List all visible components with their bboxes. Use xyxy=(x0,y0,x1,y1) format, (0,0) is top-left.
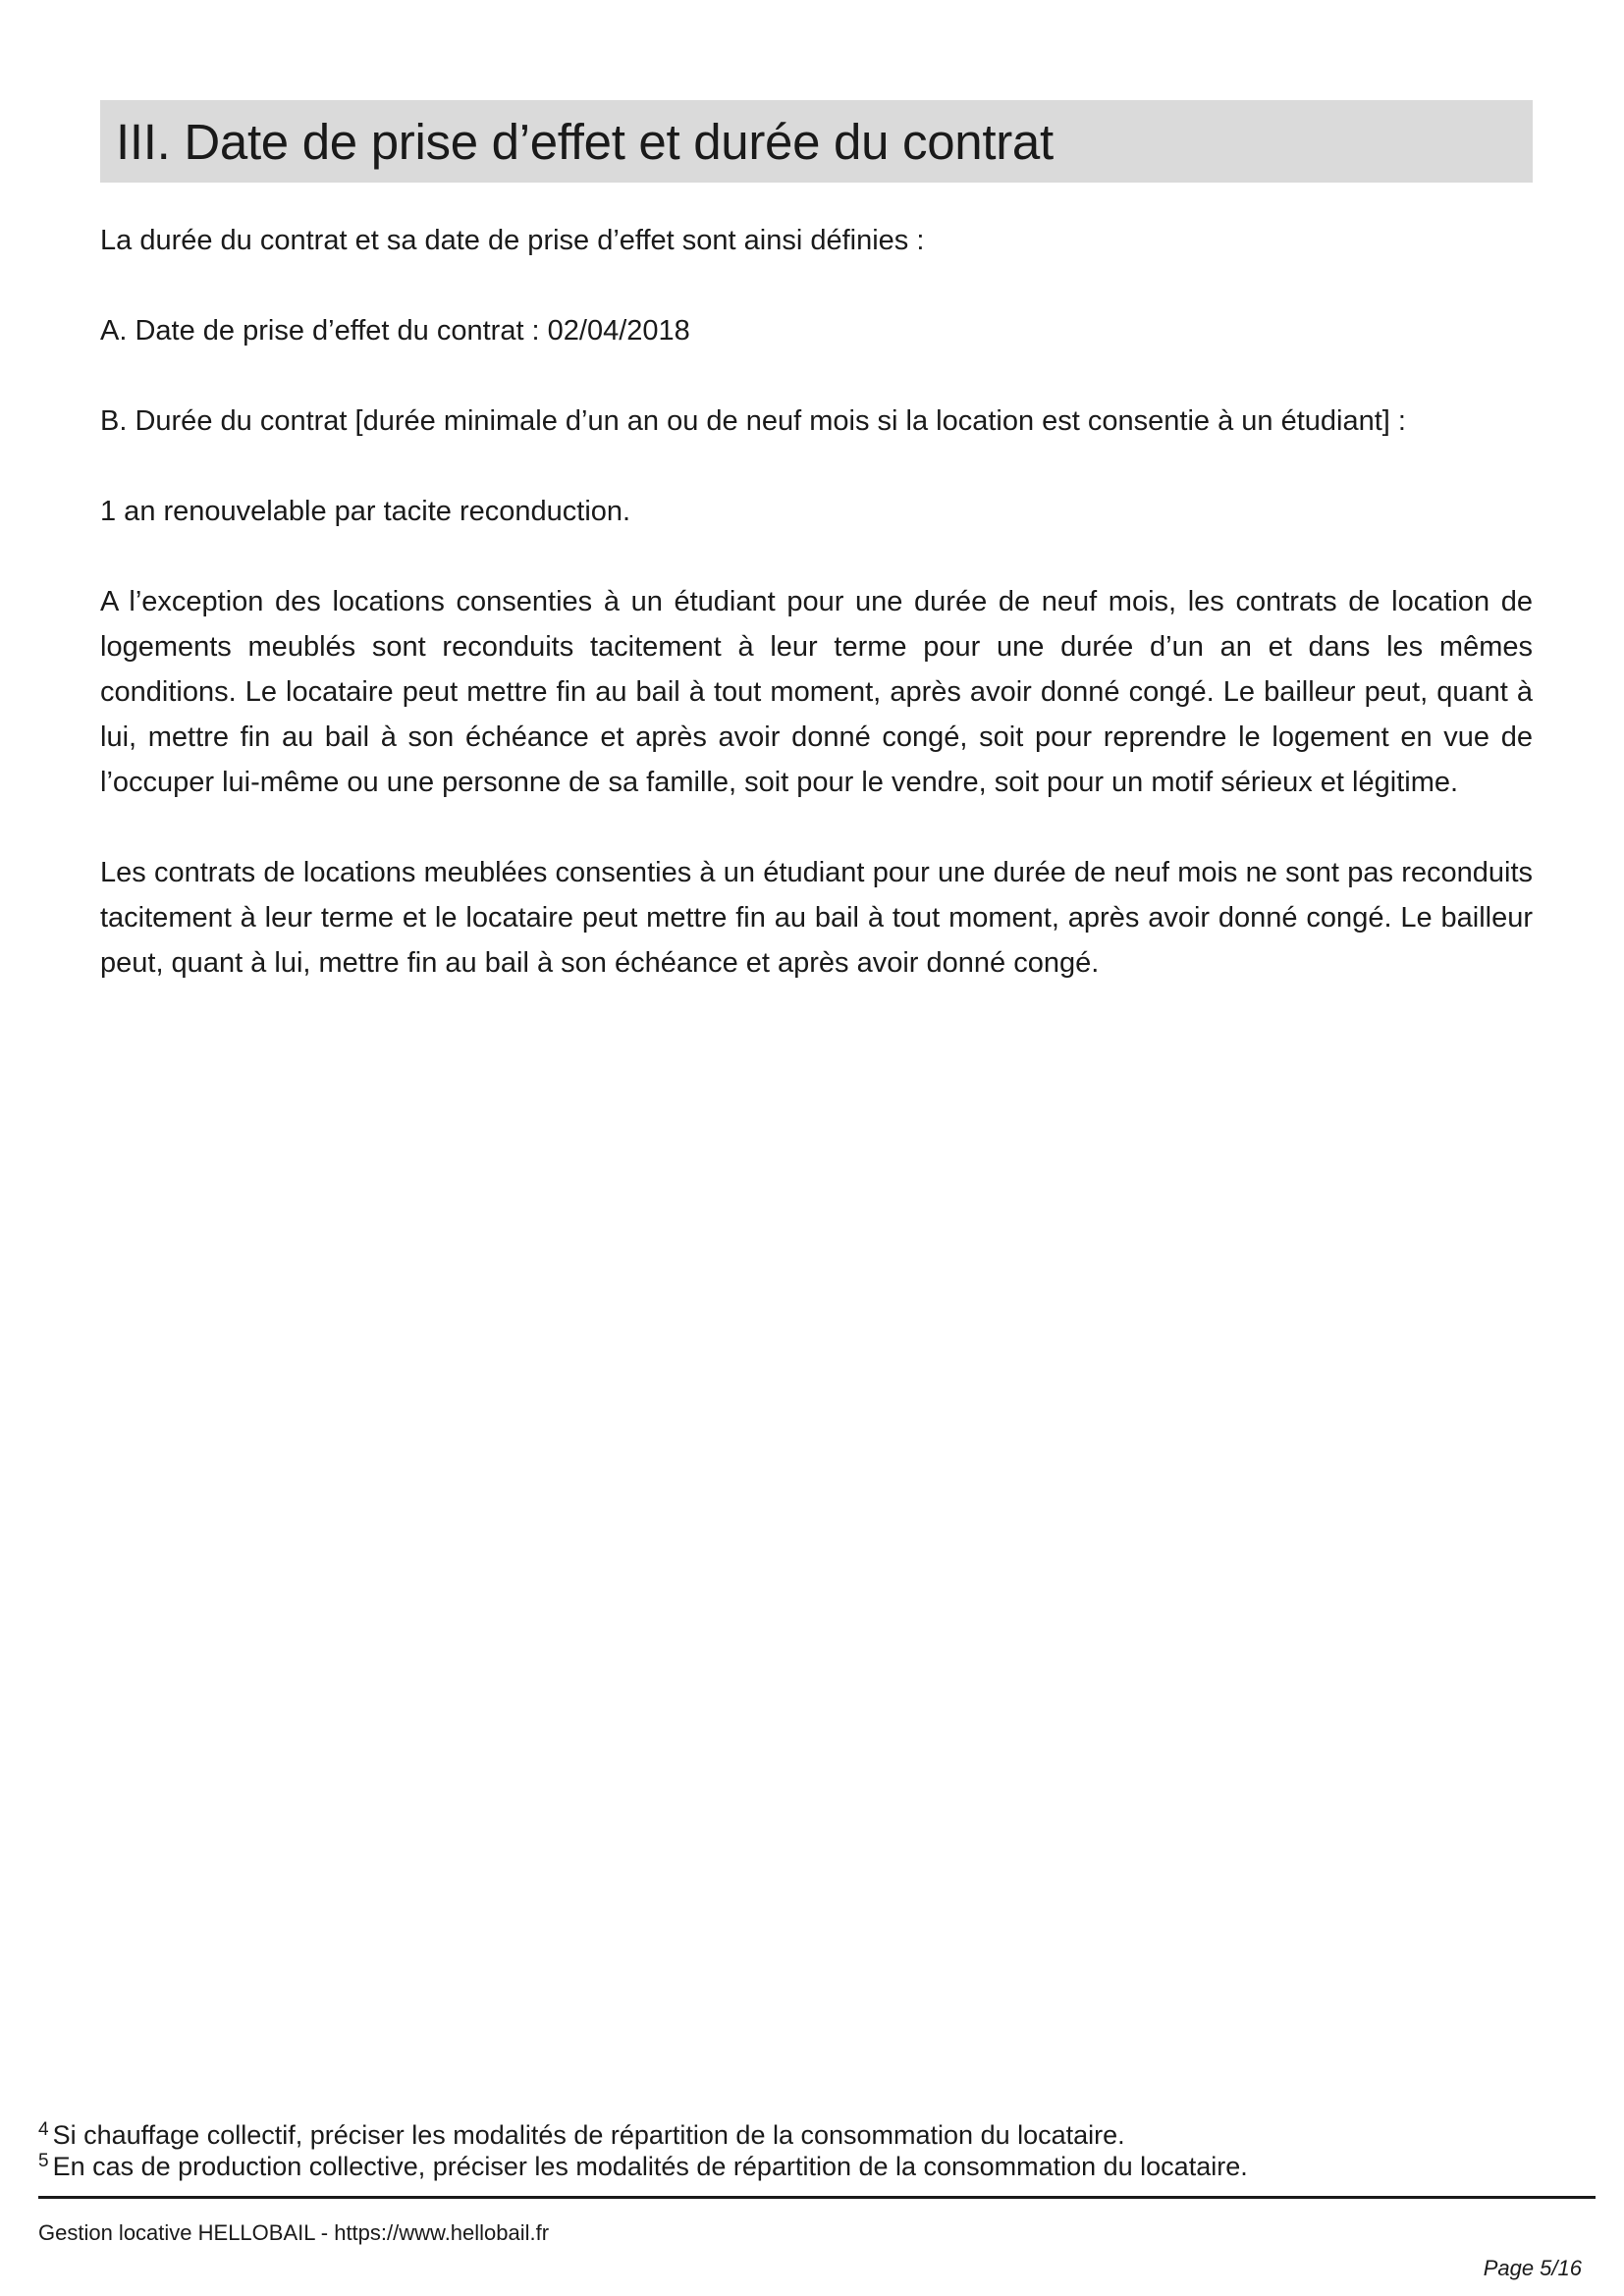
intro-paragraph: La durée du contrat et sa date de prise d’effet sont ainsi définies : xyxy=(100,225,925,256)
footnote-text: En cas de production collective, préciser les modalités de répartition de la consommation du locataire. xyxy=(52,2152,1248,2181)
footer-divider xyxy=(38,2196,1596,2199)
footnote-5 xyxy=(38,2151,1590,2182)
page-number: Page 5/16 xyxy=(1483,2256,1582,2280)
document-body xyxy=(100,218,1533,1031)
section-title: III. Date de prise d’effet et durée du contrat xyxy=(116,113,1054,170)
start-date-paragraph: A. Date de prise d’effet du contrat : 02/04/2018 xyxy=(100,315,690,347)
footnote-text: Si chauffage collectif, préciser les modalités de répartition de la consommation du locataire. xyxy=(52,2120,1125,2150)
duration-paragraph: B. Durée du contrat [durée minimale d’un an ou de neuf mois si la location est consentie à un étudiant] : xyxy=(100,405,1406,437)
footnote-4 xyxy=(38,2119,1590,2151)
section-header xyxy=(100,100,1533,183)
footer-source: Gestion locative HELLOBAIL - https://www.hellobail.fr xyxy=(38,2220,550,2245)
students-paragraph: Les contrats de locations meublées consenties à un étudiant pour une durée de neuf mois ne sont pas reconduits tacitement à leur terme et le locataire peut mettre fin au bail à tout moment, après avoir donné congé. Le bailleur peut, quant à lui, mettre fin au bail à son échéance et après avoir donné congé. xyxy=(100,857,1533,979)
footnote-number: 4 xyxy=(38,2119,49,2140)
footnote-number: 5 xyxy=(38,2151,49,2171)
duration-value-paragraph: 1 an renouvelable par tacite reconduction. xyxy=(100,496,631,527)
exception-paragraph: A l’exception des locations consenties à un étudiant pour une durée de neuf mois, les contrats de location de logements meublés sont reconduits tacitement à leur terme pour une durée d’un an et dans les mêmes conditions. Le locataire peut mettre fin au bail à tout moment, après avoir donné congé. Le bailleur peut, quant à lui, mettre fin au bail à son échéance et après avoir donné congé, soit pour reprendre le logement en vue de l’occuper lui-même ou une personne de sa famille, soit pour le vendre, soit pour un motif sérieux et légitime. xyxy=(100,586,1533,798)
footnotes xyxy=(38,2119,1590,2182)
